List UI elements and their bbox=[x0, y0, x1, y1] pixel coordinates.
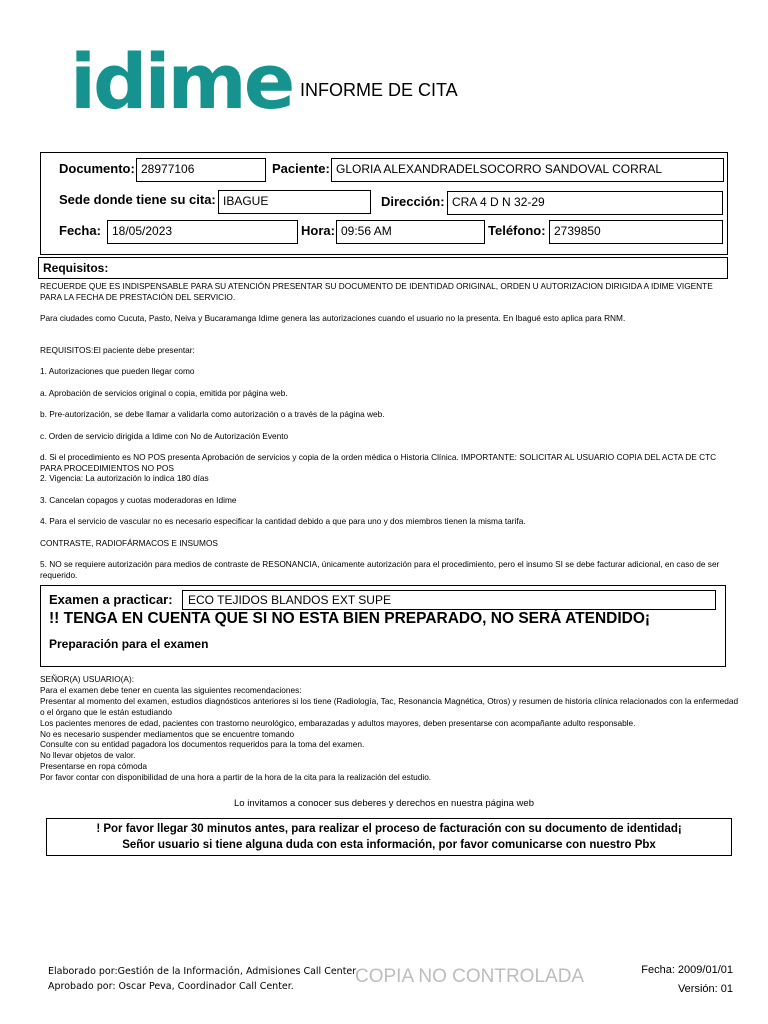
requisitos-heading: Requisitos: bbox=[38, 257, 728, 279]
preparation-label: Preparación para el examen bbox=[49, 637, 209, 651]
requisito-item: 5. NO se requiere autorización para medios de contraste de RESONANCIA, únicamente autorización para el procedimiento, pero el insumo SI se debe facturar adicional, en caso de ser requerido. bbox=[40, 559, 720, 580]
telefono-field: 2739850 bbox=[549, 220, 723, 244]
recommendation-line: Presentar al momento del examen, estudios diagnósticos anteriores si los tiene (Radiología, Tac, Resonancia Magnética, Otros) y resumen de historia clínica relacionados con la enfermedad o el órgano que le están estudiando bbox=[40, 695, 739, 717]
recommendation-line: Presentarse en ropa cómoda bbox=[40, 761, 148, 772]
requisito-item: d. Si el procedimiento es NO POS presenta Aprobación de servicios y copia de la orden médica o Historia Clínica. IMPORTANTE: SOLICITAR AL USUARIO COPIA DEL ACTA DE CTC PARA PROCEDIMIENTOS NO POS bbox=[40, 452, 717, 473]
recuerde-paragraph: RECUERDE QUE ES INDISPENSABLE PARA SU ATENCIÓN PRESENTAR SU DOCUMENTO DE IDENTIDAD ORIGINAL, ORDEN U AUTORIZACION DIRIGIDA A IDIME VIGENTE PARA LA FECHA DE PRESTACIÓN DEL SERVICIO. bbox=[40, 281, 713, 302]
requisito-item: 4. Para el servicio de vascular no es necesario especificar la cantidad debido a que para uno y dos miembros tienen la misma tarifa. bbox=[40, 516, 526, 526]
requisitos-intro: REQUISITOS:El paciente debe presentar: bbox=[40, 344, 195, 355]
recommendation-line: No es necesario suspender mediamentos que se encuentre tomando bbox=[40, 728, 295, 739]
recommendation-line: SEÑOR(A) USUARIO(A): bbox=[40, 674, 135, 684]
patient-info-box bbox=[40, 152, 728, 255]
footer-version-info bbox=[620, 961, 733, 999]
direccion-field: CRA 4 D N 32-29 bbox=[447, 191, 723, 215]
documento-field: 28977106 bbox=[136, 158, 266, 182]
documento-label: Documento: bbox=[59, 161, 135, 176]
aprobado-por: Aprobado por: Oscar Peva, Coordinador Call Center. bbox=[48, 981, 294, 992]
idime-logo: idime bbox=[70, 37, 293, 126]
hora-label: Hora: bbox=[301, 223, 335, 238]
arrival-notice-box bbox=[46, 818, 732, 856]
document-version: Versión: 01 bbox=[677, 983, 733, 995]
footer-credits bbox=[48, 964, 358, 994]
ciudades-paragraph: Para ciudades como Cucuta, Pasto, Neiva y Bucaramanga Idime genera las autorizaciones cuando el usuario no la presenta. En Ibagué esto aplica para RNM. bbox=[40, 313, 626, 323]
hora-field: 09:56 AM bbox=[336, 220, 485, 244]
sede-label: Sede donde tiene su cita: bbox=[59, 192, 216, 207]
requisitos-text bbox=[40, 281, 732, 580]
exam-box bbox=[40, 585, 726, 667]
contraste-heading: CONTRASTE, RADIOFÁRMACOS E INSUMOS bbox=[40, 537, 218, 548]
arrival-notice: ! Por favor llegar 30 minutos antes, para realizar el proceso de facturación con su documento de identidad¡ bbox=[96, 823, 682, 835]
page-title: INFORME DE CITA bbox=[300, 80, 458, 100]
requisito-item: b. Pre-autorización, se debe llamar a validarla como autorización o a través de la página web. bbox=[40, 409, 385, 419]
paciente-label: Paciente: bbox=[272, 161, 330, 176]
requisito-item: a. Aprobación de servicios original o copia, emitida por página web. bbox=[40, 387, 288, 398]
direccion-label: Dirección: bbox=[381, 194, 445, 209]
recommendation-line: Para el examen debe tener en cuenta las siguientes recomendaciones: bbox=[40, 684, 302, 695]
requisito-item: 3. Cancelan copagos y cuotas moderadoras en Idime bbox=[40, 494, 237, 505]
paciente-field: GLORIA ALEXANDRADELSOCORRO SANDOVAL CORRAL bbox=[331, 158, 724, 182]
examen-field: ECO TEJIDOS BLANDOS EXT SUPE bbox=[182, 590, 716, 610]
recommendation-line: Consulte con su entidad pagadora los documentos requeridos para la toma del examen. bbox=[40, 739, 365, 750]
recommendation-line: No llevar objetos de valor. bbox=[40, 750, 136, 761]
preparation-warning: !! TENGA EN CUENTA QUE SI NO ESTA BIEN PREPARADO, NO SERÁ ATENDIDO¡ bbox=[49, 610, 651, 627]
fecha-label: Fecha: bbox=[59, 223, 101, 238]
elaborado-por: Elaborado por:Gestión de la Información, Admisiones Call Center. bbox=[48, 966, 359, 977]
requisito-item: c. Orden de servicio dirigida a Idime con No de Autorización Evento bbox=[40, 430, 289, 441]
sede-field: IBAGUE bbox=[218, 190, 371, 214]
telefono-label: Teléfono: bbox=[488, 223, 546, 238]
recommendation-line: Por favor contar con disponibilidad de una hora a partir de la hora de la cita para la realización del estudio. bbox=[40, 772, 432, 783]
usuario-recommendations bbox=[40, 674, 740, 783]
pbx-notice: Señor usuario si tiene alguna duda con esta información, por favor comunicarse con nuestro Pbx bbox=[122, 839, 656, 851]
recommendation-line: Los pacientes menores de edad, pacientes con trastorno neurológico, embarazadas y adultos mayores, deben presentarse con acompañante adulto responsable. bbox=[40, 717, 636, 728]
fecha-field: 18/05/2023 bbox=[107, 220, 298, 244]
uncontrolled-copy-watermark: COPIA NO CONTROLADA bbox=[355, 966, 585, 987]
requisito-item: 1. Autorizaciones que pueden llegar como bbox=[40, 366, 195, 376]
requisito-item: 2. Vigencia: La autorización lo indica 180 días bbox=[40, 473, 209, 483]
rights-invitation: Lo invitamos a conocer sus deberes y derechos en nuestra página web bbox=[234, 798, 534, 809]
examen-label: Examen a practicar: bbox=[49, 592, 173, 607]
document-date: Fecha: 2009/01/01 bbox=[641, 964, 733, 976]
